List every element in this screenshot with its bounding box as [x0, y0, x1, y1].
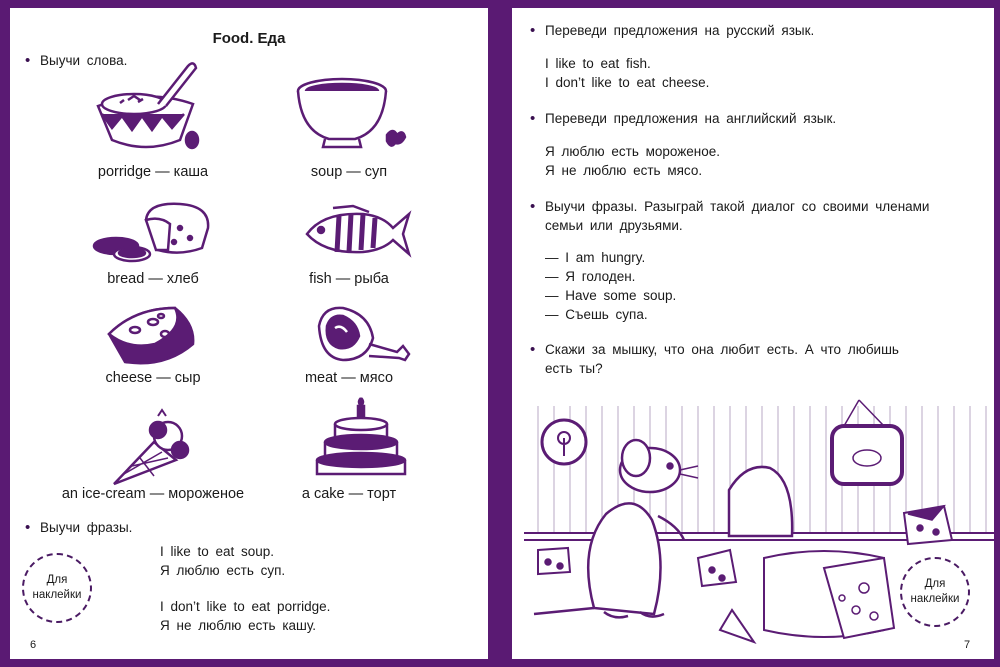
task2-lines: [545, 142, 720, 180]
food-label-soup: soup — суп: [310, 164, 388, 180]
food-label-fish: fish — рыба: [309, 271, 389, 287]
task-translate-to-english: • Переведи предложения на английский язык.: [545, 109, 836, 128]
page-number: 6: [30, 639, 37, 651]
food-label-porridge: porridge — каша: [97, 164, 209, 180]
instruction-learn-words: • Выучи слова.: [40, 51, 127, 70]
food-label-meat: meat — мясо: [304, 370, 394, 386]
cheese-icon: [105, 304, 200, 369]
right-page: [512, 8, 994, 659]
task-say-for-mouse: • Скажи за мышку, что она любит есть. А что любишь есть ты?: [545, 340, 985, 378]
sticker-placeholder: Для наклейки: [22, 553, 92, 623]
dialog-lines: [545, 248, 676, 324]
food-label-cake: a cake — торт: [301, 486, 397, 502]
phrases-block: [160, 542, 285, 580]
food-label-cheese: cheese — сыр: [105, 370, 201, 386]
cake-icon: [314, 396, 414, 481]
sentence-line: Я не люблю есть мясо.: [545, 163, 703, 178]
porridge-bowl-icon: [88, 58, 218, 153]
dialog-line: — Have some soup.: [545, 288, 677, 303]
sentence-line: I like to eat fish.: [545, 56, 651, 71]
sticker-placeholder: Для наклейки: [900, 557, 970, 627]
dialog-line: — I am hungry.: [545, 250, 646, 265]
food-label-bread: bread — хлеб: [107, 271, 199, 287]
sentence-line: Я люблю есть мороженое.: [545, 144, 721, 159]
phrase-line: Я люблю есть суп.: [160, 563, 286, 578]
page-title: Food. Еда: [212, 30, 286, 47]
phrase-line: I don’t like to eat porridge.: [160, 599, 331, 614]
dialog-line: — Я голоден.: [545, 269, 636, 284]
page-number: 7: [964, 639, 971, 651]
soup-bowl-icon: [295, 75, 410, 160]
food-label-ice-cream: an ice-cream — мороженое: [61, 486, 245, 502]
ice-cream-icon: [110, 408, 190, 488]
phrase-line: Я не люблю есть кашу.: [160, 618, 317, 633]
phrase-line: I like to eat soup.: [160, 544, 275, 559]
phrases-block: [160, 597, 330, 635]
task-translate-to-russian: • Переведи предложения на русский язык.: [545, 21, 814, 40]
meat-icon: [313, 304, 423, 374]
left-page: [10, 8, 488, 659]
sentence-line: I don’t like to eat cheese.: [545, 75, 710, 90]
bread-icon: [90, 198, 215, 273]
fish-icon: [303, 204, 413, 264]
instruction-learn-phrases: • Выучи фразы.: [40, 518, 132, 537]
task-dialog-instruction: • Выучи фразы. Разыграй такой диалог со своими членами семьи или друзьями.: [545, 197, 985, 235]
task1-lines: [545, 54, 709, 92]
dialog-line: — Съешь супа.: [545, 307, 648, 322]
